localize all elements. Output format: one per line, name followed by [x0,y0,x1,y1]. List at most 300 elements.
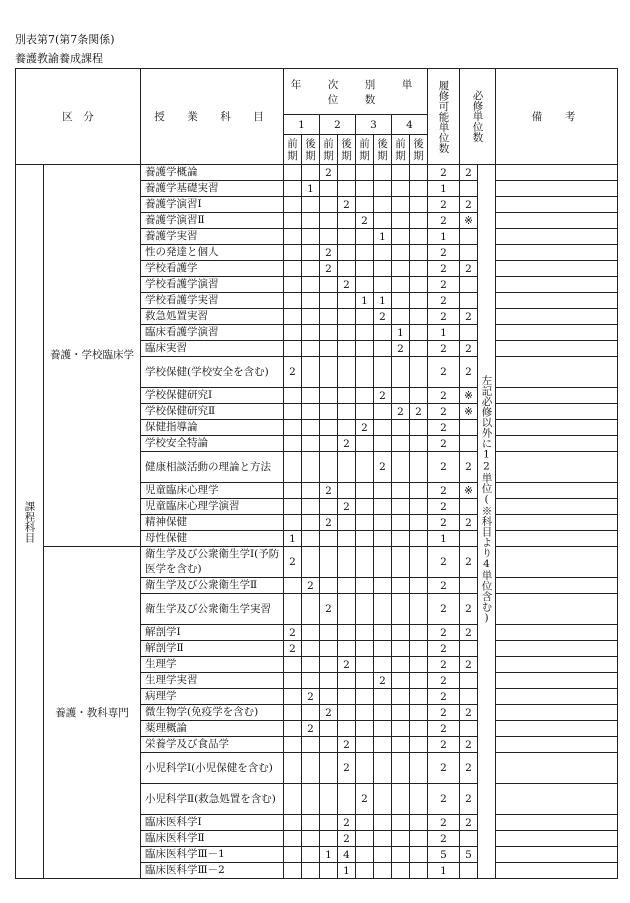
subject-name: 児童臨床心理学演習 [141,499,284,515]
semester-credit [320,420,338,436]
semester-credit [284,784,302,815]
semester-credit [338,420,356,436]
curriculum-table [15,68,618,879]
semester-credit [392,641,410,657]
remarks-cell [496,261,618,277]
semester-credit [302,815,320,831]
semester-credit [410,245,428,261]
semester-credit [374,657,392,673]
semester-credit [320,815,338,831]
semester-credit [302,705,320,721]
semester-credit [302,657,320,673]
remarks-cell [496,293,618,309]
semester-credit [338,165,356,181]
semester-credit [356,452,374,483]
semester-credit [338,483,356,499]
semester-credit [338,673,356,689]
required-credits [460,325,478,341]
remarks-cell [496,847,618,863]
semester-credit [284,831,302,847]
required-credits: 2 [460,784,478,815]
subject-name: 保健指導論 [141,420,284,436]
semester-credit [374,245,392,261]
remarks-cell [496,594,618,625]
semester-credit [284,181,302,197]
semester-credit [374,325,392,341]
semester-credit [320,547,338,578]
semester-credit [338,531,356,547]
semester-credit: 2 [302,578,320,594]
document-subtitle: 養護教諭養成課程 [15,52,103,65]
required-credits: 2 [460,357,478,388]
subject-name: 救急処置実習 [141,309,284,325]
semester-credit [392,197,410,213]
semester-credit [302,531,320,547]
semester-credit [302,499,320,515]
semester-credit [356,515,374,531]
semester-credit: 2 [356,213,374,229]
semester-credit [320,784,338,815]
semester-credit [284,705,302,721]
semester-credit [320,325,338,341]
semester-second-1: 後期 [302,135,320,165]
semester-credit [410,165,428,181]
semester-credit [338,721,356,737]
semester-credit [410,863,428,879]
subject-name: 精神保健 [141,515,284,531]
semester-credit: 1 [284,531,302,547]
semester-credit [338,625,356,641]
required-credits: 2 [460,261,478,277]
semester-credit [356,388,374,404]
required-credits: 2 [460,657,478,673]
remarks-cell [496,213,618,229]
semester-credit [356,229,374,245]
semester-credit: 2 [338,657,356,673]
semester-credit [302,436,320,452]
remarks-cell [496,165,618,181]
remarks-cell [496,420,618,436]
semester-credit [284,388,302,404]
semester-credit: 2 [374,309,392,325]
semester-credit [410,499,428,515]
semester-credit [374,737,392,753]
subject-name: 微生物学(免疫学を含む) [141,705,284,721]
required-credits [460,420,478,436]
semester-credit [320,737,338,753]
semester-credit [320,625,338,641]
semester-credit [284,863,302,879]
semester-credit: 1 [392,325,410,341]
semester-credit [302,847,320,863]
semester-credit [392,784,410,815]
semester-credit [374,689,392,705]
subject-name: 生理学 [141,657,284,673]
semester-credit [356,689,374,705]
semester-credit [302,293,320,309]
semester-credit [320,436,338,452]
semester-credit [284,293,302,309]
remarks-cell [496,547,618,578]
semester-credit [410,483,428,499]
semester-credit [284,309,302,325]
available-credits: 2 [428,261,460,277]
semester-credit [356,657,374,673]
required-credits: 2 [460,625,478,641]
semester-credit [410,357,428,388]
semester-credit [338,404,356,420]
available-credits: 2 [428,499,460,515]
semester-credit [374,357,392,388]
available-credits: 5 [428,847,460,863]
available-credits: 2 [428,293,460,309]
subject-name: 衛生学及び公衆衛生学実習 [141,594,284,625]
semester-credit [410,197,428,213]
subject-name: 学校保健研究Ⅱ [141,404,284,420]
semester-credit [320,531,338,547]
semester-credit [410,578,428,594]
semester-credit [302,641,320,657]
semester-credit: 2 [320,245,338,261]
semester-credit [284,165,302,181]
semester-credit [338,547,356,578]
subject-name: 養護学基礎実習 [141,181,284,197]
semester-credit [338,784,356,815]
semester-credit: 2 [320,705,338,721]
remarks-cell [496,245,618,261]
semester-first-2: 前期 [320,135,338,165]
semester-credit [320,404,338,420]
subject-name: 薬理概論 [141,721,284,737]
available-credits: 2 [428,483,460,499]
subject-name: 衛生学及び公衆衛生学Ⅰ(予防医学を含む) [141,547,284,578]
available-credits: 2 [428,388,460,404]
semester-credit: 2 [374,388,392,404]
remarks-cell [496,436,618,452]
semester-credit: 1 [374,229,392,245]
semester-credit [410,452,428,483]
semester-credit [356,831,374,847]
semester-credit: 2 [284,357,302,388]
semester-credit [284,452,302,483]
semester-credit [374,213,392,229]
document-title: 別表第7(第7条関係) [15,33,115,46]
available-credits: 1 [428,229,460,245]
available-credits: 2 [428,625,460,641]
semester-credit [374,404,392,420]
subject-name: 臨床医科学Ⅰ [141,815,284,831]
subject-name: 学校安全特論 [141,436,284,452]
semester-credit: 2 [284,625,302,641]
semester-credit [410,531,428,547]
semester-credit [356,245,374,261]
semester-credit: 2 [338,277,356,293]
semester-credit [284,245,302,261]
semester-credit [356,625,374,641]
available-credits: 2 [428,689,460,705]
semester-credit [392,357,410,388]
available-credits: 2 [428,657,460,673]
required-credits: ※ [460,213,478,229]
required-credits: 2 [460,515,478,531]
available-credits: 2 [428,165,460,181]
semester-credit [374,547,392,578]
table-row [16,547,618,578]
semester-credit [374,277,392,293]
available-credits: 2 [428,594,460,625]
header-category: 区 分 [16,69,141,165]
semester-credit: 2 [338,197,356,213]
required-credits: 2 [460,737,478,753]
semester-credit [392,181,410,197]
semester-credit [356,483,374,499]
required-credits [460,689,478,705]
available-credits: 1 [428,863,460,879]
semester-credit [392,673,410,689]
semester-credit [320,673,338,689]
remarks-cell [496,388,618,404]
remarks-cell [496,309,618,325]
required-credits [460,673,478,689]
available-credits: 2 [428,547,460,578]
semester-credit [338,293,356,309]
remarks-cell [496,277,618,293]
semester-credit [302,229,320,245]
semester-credit [410,229,428,245]
semester-credit [356,309,374,325]
semester-credit [392,689,410,705]
semester-credit [338,388,356,404]
required-credits [460,436,478,452]
semester-credit: 2 [338,436,356,452]
semester-second-3: 後期 [374,135,392,165]
semester-credit [284,815,302,831]
available-credits: 2 [428,721,460,737]
semester-credit [392,594,410,625]
semester-credit [302,831,320,847]
semester-credit [320,721,338,737]
semester-credit: 2 [320,483,338,499]
semester-credit [284,499,302,515]
available-credits: 2 [428,753,460,784]
available-credits: 2 [428,197,460,213]
semester-credit [302,277,320,293]
semester-credit [302,325,320,341]
semester-credit [356,641,374,657]
remarks-cell [496,815,618,831]
semester-credit: 2 [284,641,302,657]
semester-credit [410,341,428,357]
remarks-cell [496,689,618,705]
required-credits [460,831,478,847]
semester-credit [410,705,428,721]
available-credits: 2 [428,515,460,531]
semester-credit [284,515,302,531]
semester-credit [374,625,392,641]
semester-credit [410,309,428,325]
remarks-cell [496,357,618,388]
semester-credit [392,705,410,721]
semester-credit [284,689,302,705]
available-credits: 2 [428,420,460,436]
semester-credit [374,847,392,863]
semester-credit [302,245,320,261]
semester-credit: 2 [410,404,428,420]
semester-credit [356,197,374,213]
semester-credit [392,245,410,261]
required-credits: 2 [460,309,478,325]
semester-credit [410,815,428,831]
available-credits: 2 [428,705,460,721]
semester-credit [284,213,302,229]
semester-credit [302,547,320,578]
available-credits: 2 [428,815,460,831]
semester-credit [374,436,392,452]
subject-name: 養護学概論 [141,165,284,181]
available-credits: 1 [428,325,460,341]
semester-credit [302,197,320,213]
semester-first-1: 前期 [284,135,302,165]
required-credits [460,229,478,245]
available-credits: 1 [428,531,460,547]
semester-credit [374,831,392,847]
required-credits [460,578,478,594]
required-credits [460,531,478,547]
semester-credit [374,341,392,357]
available-credits: 2 [428,436,460,452]
semester-credit [374,515,392,531]
subject-name: 学校看護学実習 [141,293,284,309]
semester-credit [284,197,302,213]
remarks-cell [496,737,618,753]
semester-credit [284,737,302,753]
semester-credit [356,325,374,341]
semester-credit [284,436,302,452]
semester-credit [338,689,356,705]
semester-credit [410,277,428,293]
semester-credit [320,641,338,657]
remarks-cell [496,625,618,641]
remarks-cell [496,831,618,847]
semester-credit [410,261,428,277]
semester-credit [392,277,410,293]
semester-credit [302,673,320,689]
semester-credit: 2 [392,404,410,420]
semester-credit [356,531,374,547]
semester-credit [356,404,374,420]
remarks-cell [496,404,618,420]
semester-credit [320,689,338,705]
semester-credit [392,483,410,499]
semester-credit [320,388,338,404]
category-group-2: 養護・教科専門 [44,547,141,879]
required-credits: ※ [460,404,478,420]
semester-credit [356,181,374,197]
remarks-cell [496,341,618,357]
required-credits: 2 [460,197,478,213]
subject-name: 学校看護学 [141,261,284,277]
semester-credit [410,325,428,341]
semester-credit [284,721,302,737]
semester-credit [284,277,302,293]
semester-credit: 1 [374,293,392,309]
semester-credit [302,165,320,181]
semester-credit [356,737,374,753]
semester-credit [392,753,410,784]
semester-credit [320,309,338,325]
header-credits: 履修可能単位数 [428,69,460,165]
semester-credit [302,420,320,436]
semester-credit [302,213,320,229]
semester-credit [356,578,374,594]
required-credits [460,245,478,261]
semester-credit [392,261,410,277]
subject-name: 小児科学Ⅰ(小児保健を含む) [141,753,284,784]
semester-credit [356,815,374,831]
semester-credit: 2 [374,673,392,689]
semester-credit [320,863,338,879]
semester-credit [392,436,410,452]
semester-credit [374,753,392,784]
semester-credit [374,483,392,499]
semester-credit: 2 [302,689,320,705]
semester-credit: 2 [302,721,320,737]
semester-credit [374,578,392,594]
remarks-cell [496,578,618,594]
semester-credit [392,831,410,847]
available-credits: 2 [428,277,460,293]
subject-name: 解剖学Ⅰ [141,625,284,641]
semester-credit [410,594,428,625]
remarks-cell [496,673,618,689]
semester-second-4: 後期 [410,135,428,165]
semester-credit [392,452,410,483]
semester-credit [410,847,428,863]
semester-credit [374,863,392,879]
required-credits [460,277,478,293]
year-2: 2 [320,115,356,135]
semester-credit [320,578,338,594]
semester-credit: 2 [338,499,356,515]
semester-credit [284,404,302,420]
semester-credit [410,388,428,404]
semester-credit: 2 [356,784,374,815]
subject-name: 臨床実習 [141,341,284,357]
semester-credit [392,847,410,863]
required-credits [460,721,478,737]
semester-credit [374,784,392,815]
semester-credit [284,753,302,784]
semester-credit [338,213,356,229]
required-credits: 2 [460,594,478,625]
header-remarks: 備 考 [496,69,618,165]
semester-credit [410,181,428,197]
semester-credit [320,197,338,213]
semester-credit [410,737,428,753]
semester-credit [302,341,320,357]
semester-credit: 2 [320,165,338,181]
semester-credit [356,357,374,388]
semester-credit [320,753,338,784]
semester-credit [410,831,428,847]
semester-credit [320,341,338,357]
semester-credit [392,229,410,245]
semester-credit [392,499,410,515]
remarks-cell [496,863,618,879]
semester-credit [392,721,410,737]
semester-credit: 1 [302,181,320,197]
required-credits [460,641,478,657]
